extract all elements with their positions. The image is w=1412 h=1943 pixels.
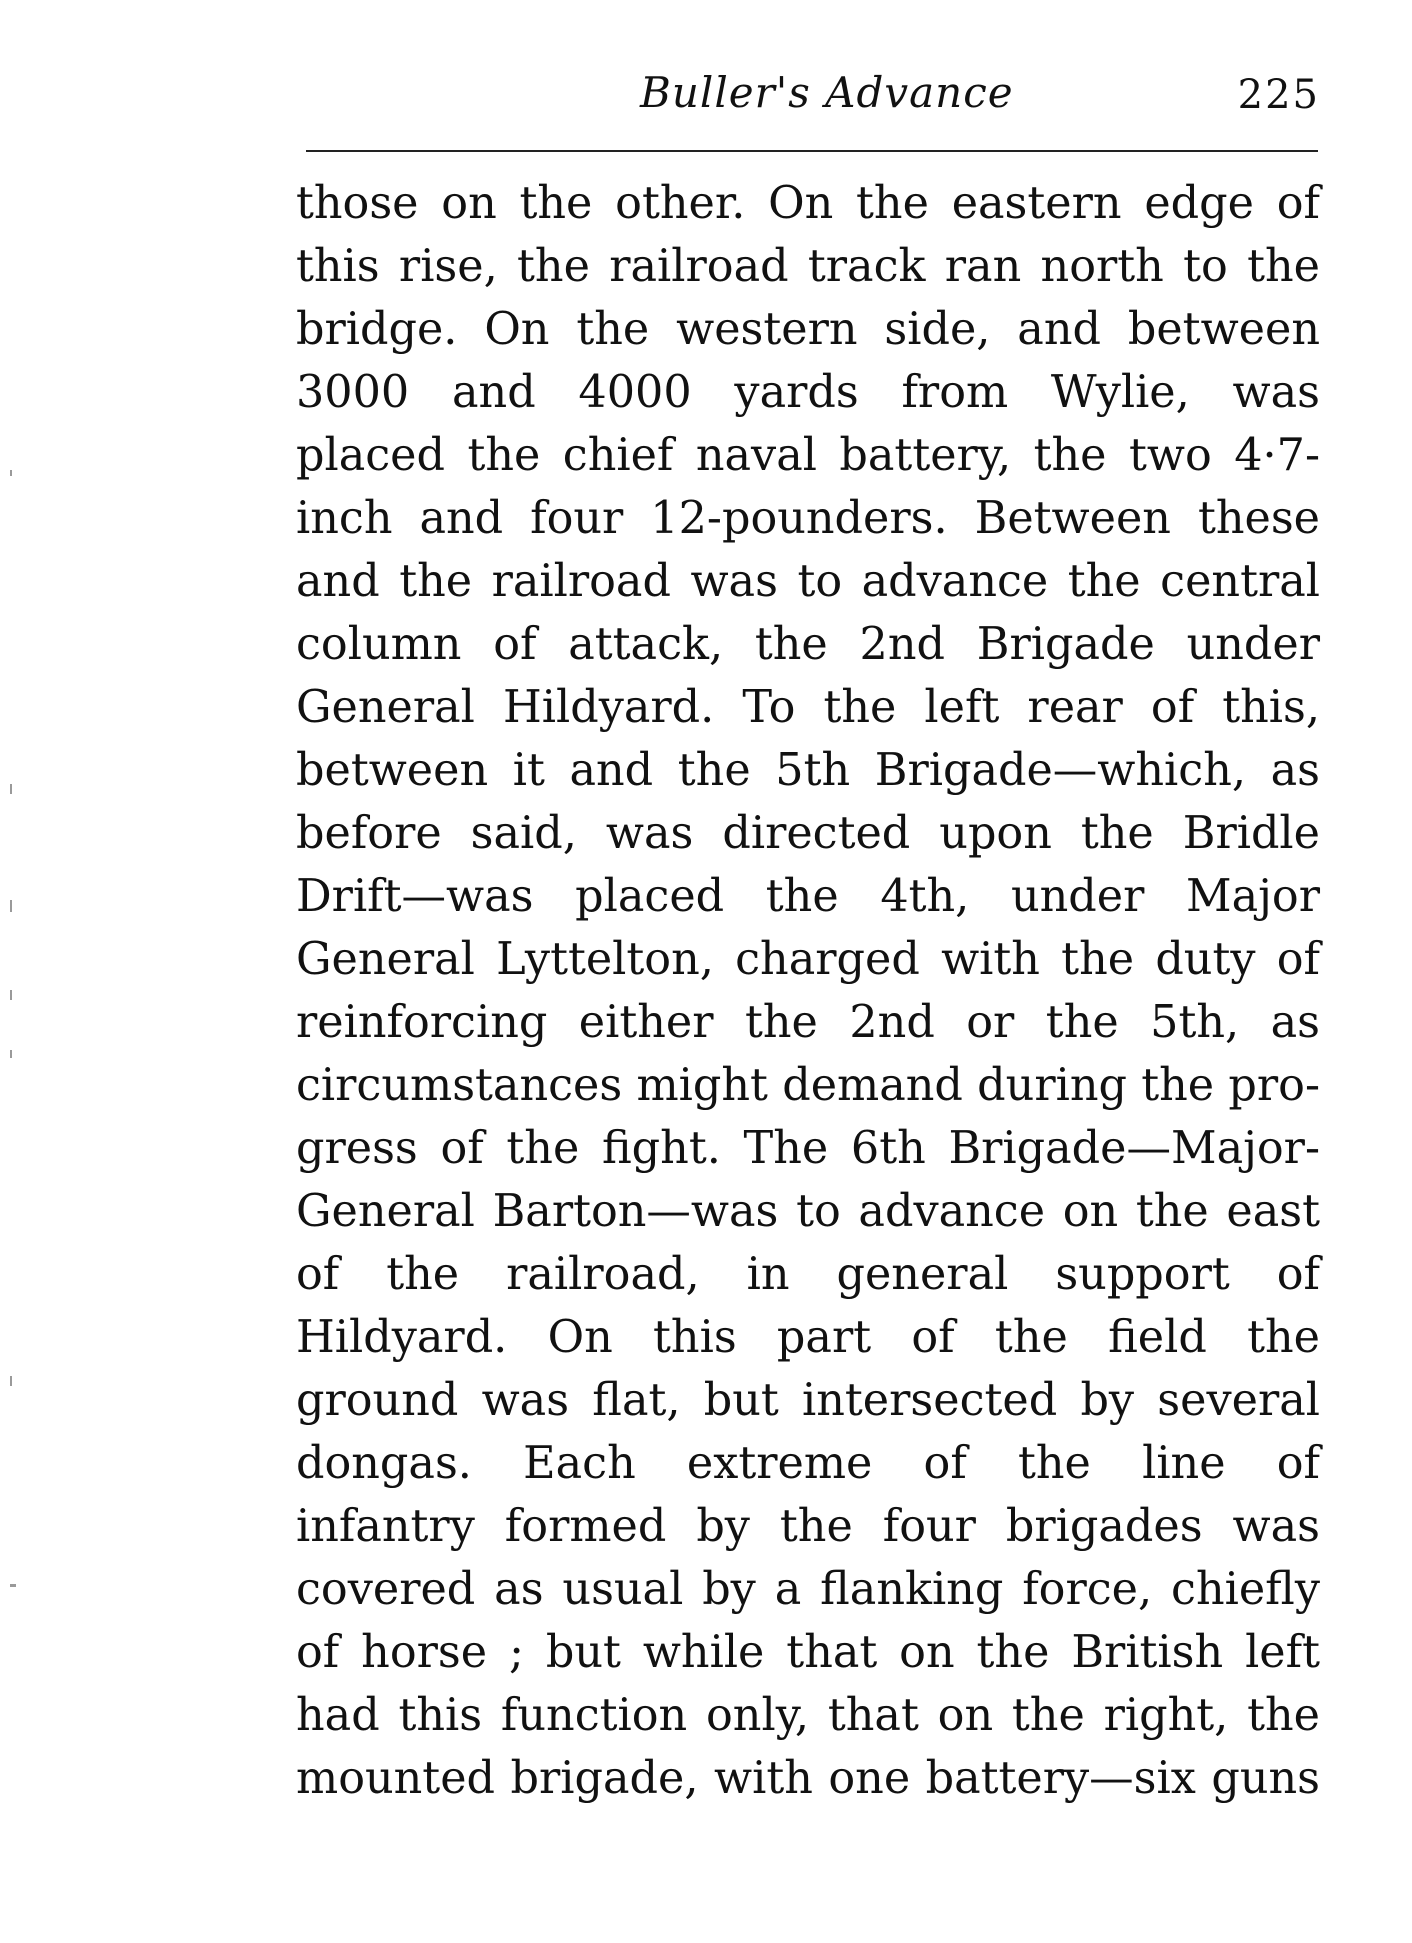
text-line: General Hildyard. To the left rear of this, xyxy=(296,682,1320,733)
text-line: ground was flat, but intersected by several xyxy=(296,1375,1320,1426)
margin-mark xyxy=(10,990,12,1000)
text-line: between it and the 5th Brigade—which, as xyxy=(296,745,1320,796)
text-line: before said, was directed upon the Bridle xyxy=(296,808,1320,859)
text-line: and the railroad was to advance the central xyxy=(296,556,1320,607)
text-line: 3000 and 4000 yards from Wylie, was xyxy=(296,367,1320,418)
body-text xyxy=(296,172,1320,1810)
text-line: reinforcing either the 2nd or the 5th, as xyxy=(296,997,1320,1048)
text-line: placed the chief naval battery, the two 4·7- xyxy=(296,430,1320,481)
text-line: had this function only, that on the right, the xyxy=(296,1690,1320,1741)
margin-mark xyxy=(10,470,12,476)
header-rule xyxy=(306,150,1318,152)
text-line: this rise, the railroad track ran north to the xyxy=(296,241,1320,292)
running-title: Buller's Advance xyxy=(640,68,1014,117)
text-line: of horse ; but while that on the British left xyxy=(296,1627,1320,1678)
text-line: those on the other. On the eastern edge of xyxy=(296,178,1320,229)
margin-mark xyxy=(10,900,12,912)
text-line: infantry formed by the four brigades was xyxy=(296,1501,1320,1552)
margin-mark xyxy=(10,1050,12,1058)
margin-mark xyxy=(10,1376,12,1386)
text-line: covered as usual by a flanking force, chiefly xyxy=(296,1564,1320,1615)
text-line: of the railroad, in general support of xyxy=(296,1249,1320,1300)
text-line: column of attack, the 2nd Brigade under xyxy=(296,619,1320,670)
text-line: mounted brigade, with one battery—six guns xyxy=(296,1753,1320,1804)
page-header xyxy=(300,60,1320,130)
margin-mark xyxy=(10,1584,16,1587)
text-line: Hildyard. On this part of the field the xyxy=(296,1312,1320,1363)
text-line: General Lyttelton, charged with the duty of xyxy=(296,934,1320,985)
margin-mark xyxy=(10,784,12,794)
text-line: General Barton—was to advance on the east xyxy=(296,1186,1320,1237)
text-line: bridge. On the western side, and between xyxy=(296,304,1320,355)
text-line: gress of the fight. The 6th Brigade—Major- xyxy=(296,1123,1320,1174)
page-number: 225 xyxy=(1237,72,1320,118)
text-line: inch and four 12-pounders. Between these xyxy=(296,493,1320,544)
text-line: Drift—was placed the 4th, under Major xyxy=(296,871,1320,922)
text-line: circumstances might demand during the pro- xyxy=(296,1060,1320,1111)
text-line: dongas. Each extreme of the line of xyxy=(296,1438,1320,1489)
